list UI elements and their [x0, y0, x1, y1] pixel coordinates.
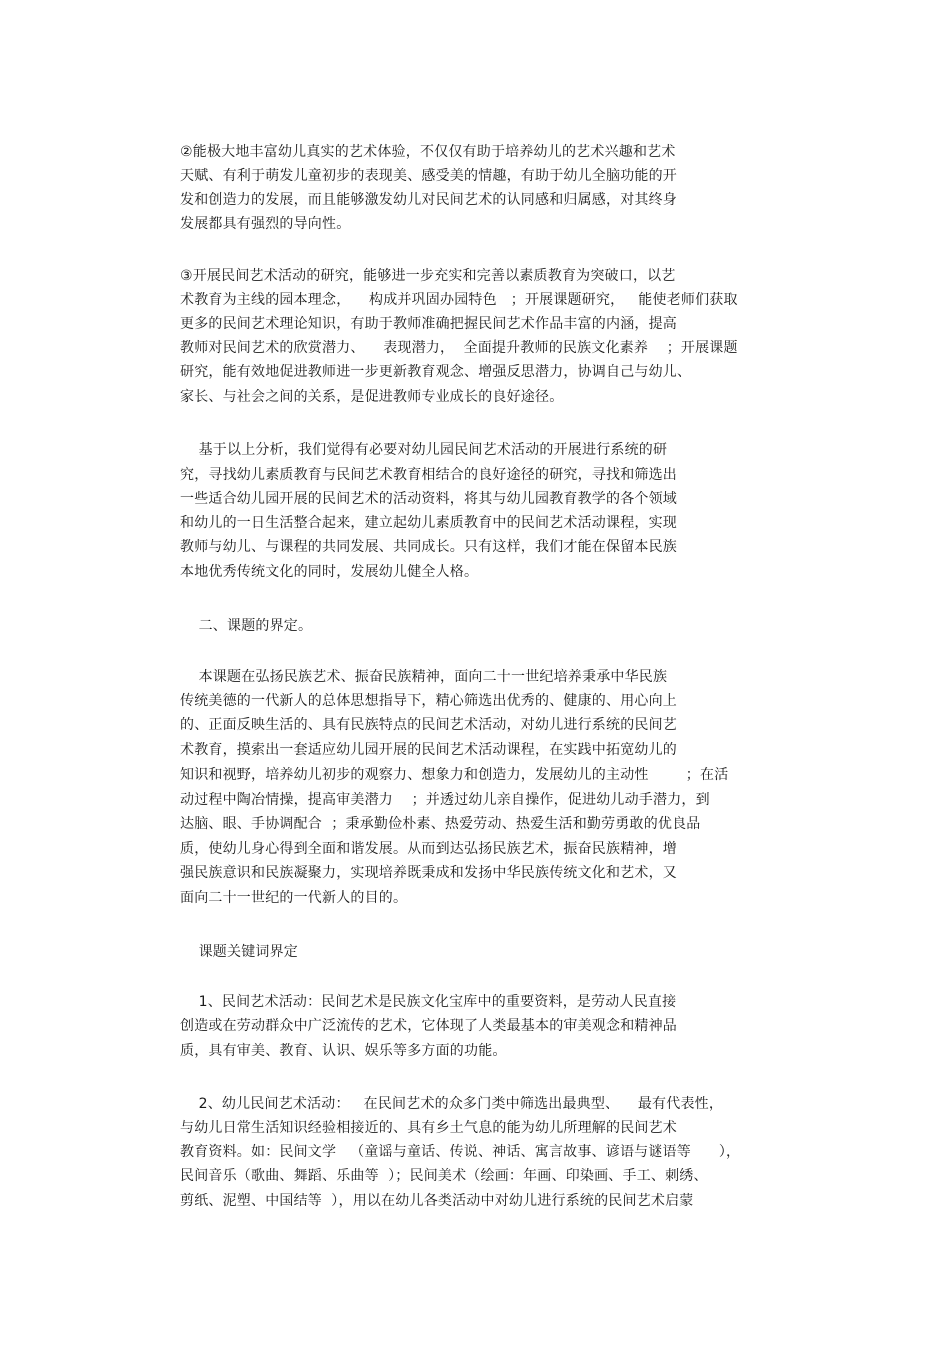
- text-line: 家长、与社会之间的关系，是促进教师专业成长的良好途径。: [180, 389, 564, 405]
- text-line: 教师对民间艺术的欣赏潜力、 表现潜力， 全面提升教师的民族文化素养 ；开展课题: [180, 340, 738, 356]
- text-line: ②能极大地丰富幼儿真实的艺术体验，不仅仅有助于培养幼儿的艺术兴趣和艺术: [180, 144, 676, 160]
- text-line: 面向二十一世纪的一代新人的目的。: [180, 890, 408, 906]
- text-line: 1、民间艺术活动：民间艺术是民族文化宝库中的重要资料，是劳动人民直接: [180, 994, 677, 1010]
- text-line: 发展都具有强烈的导向性。: [180, 216, 351, 232]
- text-line: 2、幼儿民间艺术活动： 在民间艺术的众多门类中筛选出最典型、 最有代表性，: [180, 1096, 724, 1112]
- text-line: 基于以上分析，我们觉得有必要对幼儿园民间艺术活动的开展进行系统的研: [180, 442, 668, 458]
- text-line: 与幼儿日常生活知识经验相接近的、具有乡土气息的能为幼儿所理解的民间艺术: [180, 1120, 677, 1136]
- text-line: 质，具有审美、教育、认识、娱乐等多方面的功能。: [180, 1043, 507, 1059]
- text-line: 的、正面反映生活的、具有民族特点的民间艺术活动，对幼儿进行系统的民间艺: [180, 717, 677, 733]
- text-line: 术教育为主线的园本理念， 构成并巩固办园特色 ；开展课题研究， 能使老师们获取: [180, 292, 738, 308]
- text-line: 本课题在弘扬民族艺术、振奋民族精神，面向二十一世纪培养秉承中华民族: [180, 669, 668, 685]
- text-line: 术教育，摸索出一套适应幼儿园开展的民间艺术活动课程，在实践中拓宽幼儿的: [180, 742, 677, 758]
- section-heading: 二、课题的界定。: [180, 618, 313, 634]
- text-line: 剪纸、泥塑、中国结等 ），用以在幼儿各类活动中对幼儿进行系统的民间艺术启蒙: [180, 1193, 694, 1209]
- text-line: 达脑、眼、手协调配合 ；秉承勤俭朴素、热爱劳动、热爱生活和勤劳勇敢的优良品: [180, 816, 701, 832]
- text-line: 教育资料。如：民间文学 （童谣与童话、传说、神话、寓言故事、谚语与谜语等 ），: [180, 1144, 741, 1160]
- text-line: 本地优秀传统文化的同时，发展幼儿健全人格。: [180, 564, 479, 580]
- section-heading: 课题关键词界定: [180, 944, 299, 960]
- text-line: 民间音乐（歌曲、舞蹈、乐曲等 ）；民间美术（绘画：年画、印染画、手工、刺绣、: [180, 1168, 708, 1184]
- text-line: ③开展民间艺术活动的研究，能够进一步充实和完善以素质教育为突破口，以艺: [180, 268, 676, 284]
- text-line: 知识和视野，培养幼儿初步的观察力、想象力和创造力，发展幼儿的主动性 ；在活: [180, 767, 729, 783]
- text-line: 动过程中陶冶情操，提高审美潜力 ；并透过幼儿亲自操作，促进幼儿动手潜力，到: [180, 792, 710, 808]
- text-line: 传统美德的一代新人的总体思想指导下，精心筛选出优秀的、健康的、用心向上: [180, 693, 677, 709]
- text-line: 天赋、有利于萌发儿童初步的表现美、感受美的情趣，有助于幼儿全脑功能的开: [180, 168, 677, 184]
- text-line: 发和创造力的发展，而且能够激发幼儿对民间艺术的认同感和归属感，对其终身: [180, 192, 677, 208]
- text-line: 一些适合幼儿园开展的民间艺术的活动资料，将其与幼儿园教育教学的各个领域: [180, 491, 677, 507]
- text-line: 教师与幼儿、与课程的共同发展、共同成长。只有这样，我们才能在保留本民族: [180, 539, 677, 555]
- text-line: 研究，能有效地促进教师进一步更新教育观念、增强反思潜力，协调自己与幼儿、: [180, 364, 692, 380]
- text-line: 强民族意识和民族凝聚力，实现培养既秉成和发扬中华民族传统文化和艺术，又: [180, 865, 677, 881]
- text-line: 创造或在劳动群众中广泛流传的艺术，它体现了人类最基本的审美观念和精神品: [180, 1018, 677, 1034]
- text-line: 质，使幼儿身心得到全面和谐发展。从而到达弘扬民族艺术，振奋民族精神，增: [180, 841, 677, 857]
- text-line: 更多的民间艺术理论知识，有助于教师准确把握民间艺术作品丰富的内涵，提高: [180, 316, 677, 332]
- text-line: 和幼儿的一日生活整合起来，建立起幼儿素质教育中的民间艺术活动课程，实现: [180, 515, 677, 531]
- text-line: 究，寻找幼儿素质教育与民间艺术教育相结合的良好途径的研究，寻找和筛选出: [180, 467, 677, 483]
